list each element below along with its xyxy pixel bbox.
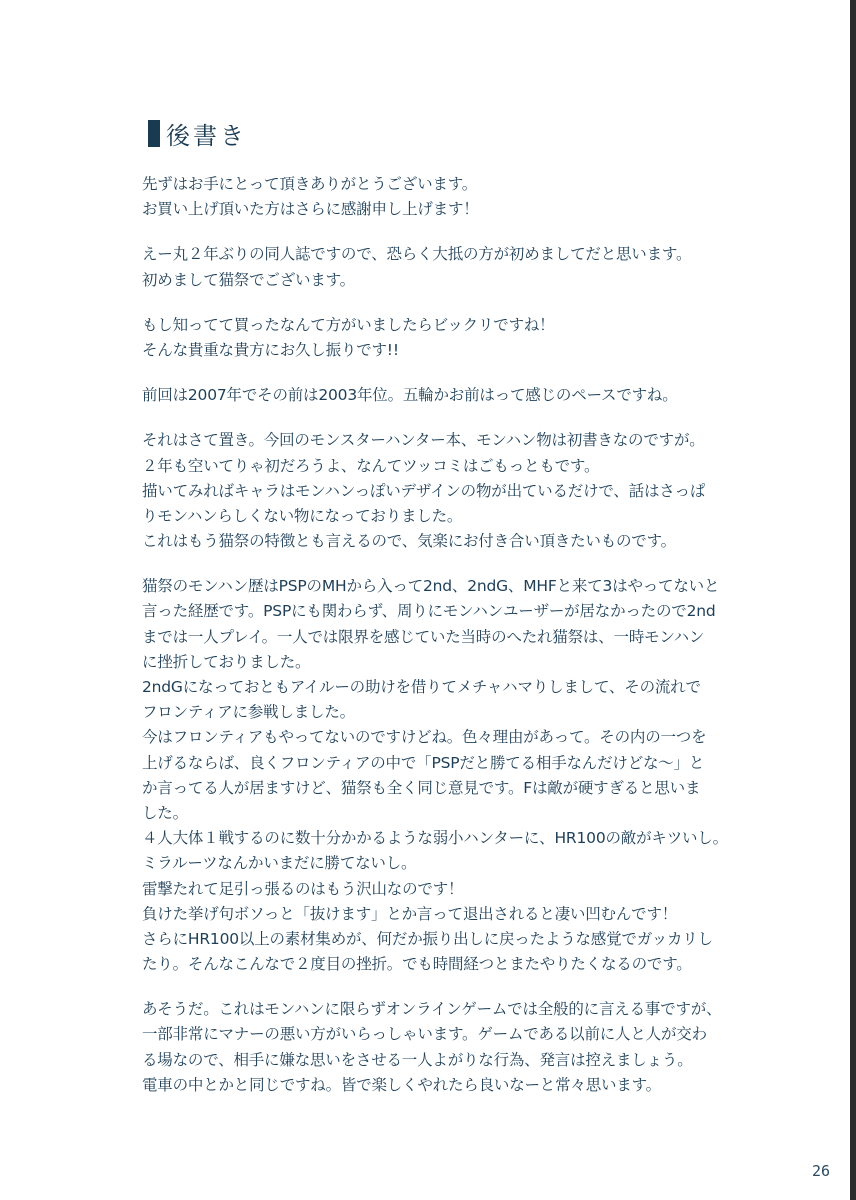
page-number: 26 xyxy=(812,1162,831,1180)
paragraph xyxy=(142,574,782,977)
paragraph xyxy=(142,997,782,1098)
text-line: たり。そんなこんなで２度目の挫折。でも時間経つとまたやりたくなるのです。 xyxy=(142,955,692,974)
text-line: る場なので、相手に嫌な思いをさせる一人よがりな行為、発言は控えましょう。 xyxy=(142,1050,693,1069)
text-line: あそうだ。これはモンハンに限らずオンラインゲームでは全般的に言える事ですが、 xyxy=(142,1000,722,1019)
paragraph xyxy=(142,383,782,408)
text-line: フロンティアに参戦しました。 xyxy=(142,703,355,722)
paragraph xyxy=(142,172,782,222)
text-line: そんな貴重な貴方にお久し振りです!! xyxy=(142,340,399,359)
text-line: 上げるならば、良くフロンティアの中で「PSPだと勝てる相手なんだけどな～」と xyxy=(142,753,705,772)
text-line: 前回は2007年でその前は2003年位。五輪かお前はって感じのペースですね。 xyxy=(142,386,678,405)
text-line: までは一人プレイ。一人では限界を感じていた当時のへたれ猫祭は、一時モンハン xyxy=(142,627,705,646)
text-line: さらにHR100以上の素材集めが、何だか振り出しに戻ったような感覚でガッカリし xyxy=(142,929,713,948)
text-line: これはもう猫祭の特徴とも言えるので、気楽にお付き合い頂きたいものです。 xyxy=(142,532,676,551)
text-line: に挫折しておりました。 xyxy=(142,652,311,671)
text-line: 初めまして猫祭でございます。 xyxy=(142,270,355,289)
section-heading xyxy=(148,116,247,151)
text-line: お買い上げ頂いた方はさらに感謝申し上げます！ xyxy=(142,200,479,219)
text-line: 負けた挙げ句ボソっと「抜けます」とか言って退出されると凄い凹むんです！ xyxy=(142,904,678,923)
text-line: えー丸２年ぶりの同人誌ですので、恐らく大抵の方が初めましてだと思います。 xyxy=(142,245,692,264)
heading-bar-marker xyxy=(148,120,160,147)
paragraph xyxy=(142,313,782,363)
paragraph xyxy=(142,242,782,292)
text-line: ミラルーツなんかいまだに勝てないし。 xyxy=(142,854,417,873)
text-line: 電車の中とかと同じですね。皆で楽しくやれたら良いなーと常々思います。 xyxy=(142,1075,661,1094)
text-line: もし知ってて買ったなんて方がいましたらビックリですね！ xyxy=(142,315,555,334)
text-line: りモンハンらしくない物になっておりました。 xyxy=(142,506,463,525)
text-line: 描いてみればキャラはモンハンっぽいデザインの物が出ているだけで、話はさっぱ xyxy=(142,481,706,500)
text-line: 一部非常にマナーの悪い方がいらっしゃいます。ゲームである以前に人と人が交わ xyxy=(142,1025,707,1044)
text-line: か言ってる人が居ますけど、猫祭も全く同じ意見です。Fは敵が硬すぎると思いま xyxy=(142,778,701,797)
text-line: ４人大体１戦するのに数十分かかるような弱小ハンターに、HR100の敵がキツいし。 xyxy=(142,829,728,848)
paragraph xyxy=(142,428,782,554)
text-line: 先ずはお手にとって頂きありがとうございます。 xyxy=(142,175,478,193)
afterword-body xyxy=(142,172,782,1118)
text-line: ２年も空いてりゃ初だろうよ、なんてツッコミはごもっともです。 xyxy=(142,456,600,475)
text-line: 雷撃たれて足引っ張るのはもう沢山なのです！ xyxy=(142,879,464,898)
text-line: 猫祭のモンハン歴はPSPのMHから入って2nd、2ndG、MHFと来て3はやってないと xyxy=(142,577,720,596)
scan-edge xyxy=(850,0,856,1200)
text-line: 今はフロンティアもやってないのですけどね。色々理由があって。その内の一つを xyxy=(142,728,707,747)
text-line: 言った経歴です。PSPにも関わらず、周りにモンハンユーザーが居なかったので2nd xyxy=(142,602,716,621)
text-line: した。 xyxy=(142,803,188,822)
text-line: それはさて置き。今回のモンスターハンター本、モンハン物は初書きなのですが。 xyxy=(142,431,705,450)
heading-title: 後書き xyxy=(166,122,247,150)
text-line: 2ndGになっておともアイルーの助けを借りてメチャハマりしまして、その流れで xyxy=(142,678,701,696)
